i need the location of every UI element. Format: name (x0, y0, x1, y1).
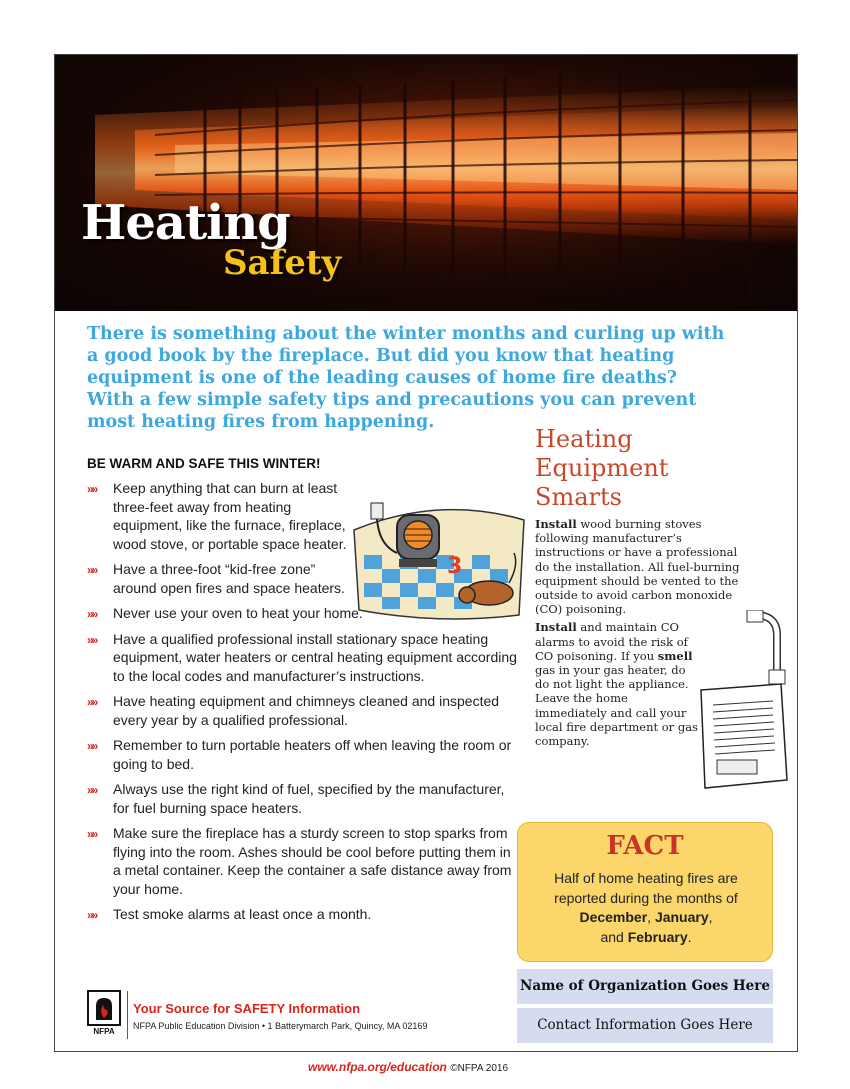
organization-name: Name of Organization Goes Here (517, 969, 773, 1004)
list-item: »» Test smoke alarms at least once a month. (87, 905, 517, 924)
fact-box (517, 822, 773, 962)
list-item: »» Never use your oven to heat your home. (87, 604, 517, 623)
list-item: »» Have heating equipment and chimneys cleaned and inspected every year by a qualified professional. (87, 693, 500, 728)
list-item: »» Make sure the fireplace has a sturdy screen to stop sparks from flying into the room. Ashes should be cool before putting them in a metal container. Keep the container a safe distance away from your home. (87, 825, 512, 897)
svg-text:NFPA: NFPA (93, 1027, 115, 1036)
smarts-paragraph: Install and maintain CO alarms to avoid the risk of CO poisoning. If you smell gas in your gas heater, do do not light the appliance. Leave the home immediately and call your local fire department or gas company. (535, 620, 698, 749)
fact-text: Half of home heating fires are reported during the months of December, January, and February. (554, 870, 738, 945)
equipment-smarts-heading: Heating Equipment Smarts (535, 425, 669, 511)
list-item: »» Remember to turn portable heaters off when leaving the room or going to bed. (87, 737, 512, 772)
bullet-arrow-icon: »» (87, 482, 97, 496)
smarts-paragraph: Install wood burning stoves following manufacturer’s instructions or have a professional do the installation. All fuel-burning equipment should be vented to the outside to avoid carbon monoxide (CO) poisoning. (535, 517, 740, 617)
safety-flyer (54, 54, 798, 1052)
bullet-arrow-icon: »» (87, 783, 97, 797)
tips-heading: BE WARM AND SAFE THIS WINTER! (87, 456, 321, 471)
fact-title: FACT (606, 831, 684, 861)
list-item: »» Have a qualified professional install stationary space heating equipment, water heaters or central heating equipment according to the local codes and manufacturer’s instructions. (87, 630, 517, 684)
bullet-arrow-icon: »» (87, 632, 97, 647)
website-link[interactable]: www.nfpa.org/education (308, 1060, 447, 1074)
bullet-arrow-icon: »» (87, 908, 97, 922)
copyright: ©NFPA 2016 (450, 1063, 509, 1074)
bullet-arrow-icon: »» (87, 739, 97, 753)
bullet-arrow-icon: »» (87, 695, 97, 709)
heater-photo (55, 55, 797, 311)
list-item: »» Have a three-foot “kid-free zone” around open fires and space heaters. (87, 561, 345, 596)
page-footer (308, 1060, 508, 1074)
list-item: »» Keep anything that can burn at least three-feet away from heating equipment, like the furnace, fireplace, wood stove, or portable space heater. (87, 480, 347, 552)
bullet-arrow-icon: »» (87, 563, 97, 577)
space-heater-illustration (349, 475, 529, 625)
bullet-arrow-icon: »» (87, 827, 97, 841)
svg-text:3: 3 (447, 554, 463, 579)
contact-information: Contact Information Goes Here (517, 1008, 773, 1043)
gas-heater-illustration (695, 610, 791, 795)
source-address: NFPA Public Education Division • 1 Batterymarch Park, Quincy, MA 02169 (133, 1021, 428, 1031)
footer-divider (127, 991, 128, 1039)
bullet-arrow-icon: »» (87, 607, 97, 621)
hero-subtitle: Safety (223, 243, 342, 283)
hero-title: Heating (81, 195, 290, 251)
list-item: »» Always use the right kind of fuel, specified by the manufacturer, for fuel burning space heaters. (87, 781, 505, 816)
hero-banner (55, 55, 797, 311)
nfpa-logo (87, 990, 121, 1036)
intro-paragraph: There is something about the winter months and curling up with a good book by the fireplace. But did you know that heating equipment is one of the leading causes of home fire deaths? With a few simple safety tips and precautions you can prevent most heating fires from happening. (87, 324, 725, 432)
source-title: Your Source for SAFETY Information (133, 1001, 361, 1016)
